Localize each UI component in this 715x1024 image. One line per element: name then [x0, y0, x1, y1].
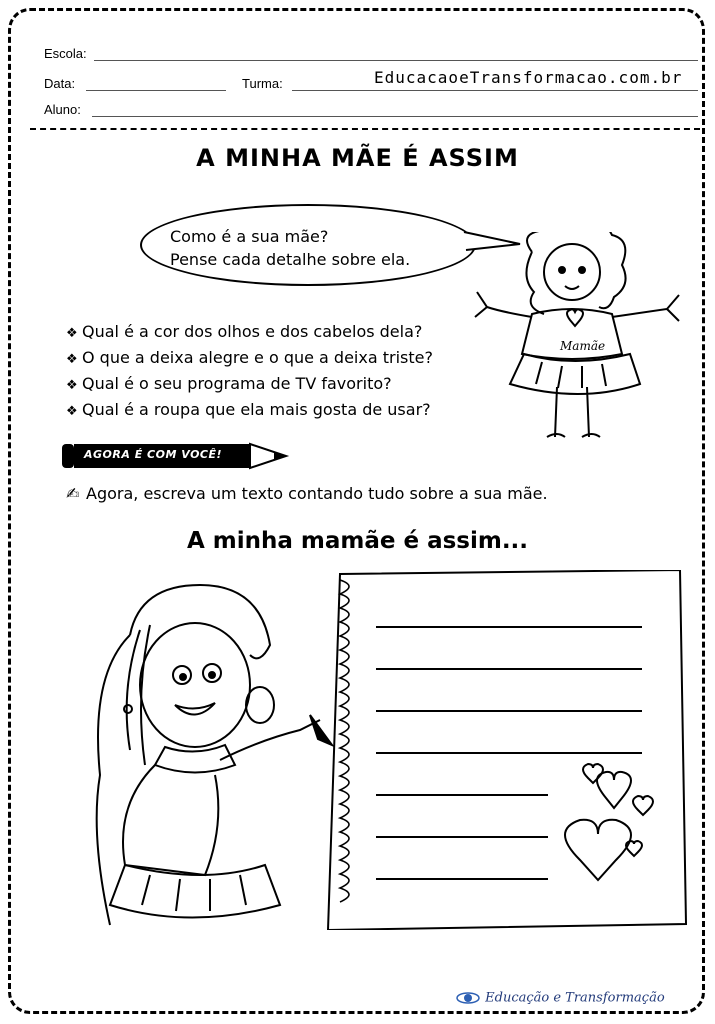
writing-girl-illustration [70, 575, 360, 935]
writing-line[interactable] [376, 752, 642, 754]
writing-line[interactable] [376, 668, 642, 670]
writing-line[interactable] [376, 878, 548, 880]
student-label: Aluno: [44, 102, 81, 117]
shirt-text: Mamãe [560, 339, 606, 353]
pencil-banner-label: AGORA É COM VOCÊ! [84, 448, 223, 461]
diamond-bullet-icon: ❖ [66, 352, 78, 367]
date-label: Data: [44, 76, 76, 91]
student-header [30, 44, 700, 124]
date-field[interactable] [86, 90, 226, 91]
writing-line[interactable] [376, 626, 642, 628]
instruction-text: Agora, escreva um texto contando tudo sobre a sua mãe. [86, 484, 548, 503]
school-label: Escola: [44, 46, 87, 61]
question-item: ❖ Qual é a cor dos olhos e dos cabelos dela? [66, 320, 433, 346]
writing-line[interactable] [376, 794, 548, 796]
class-label: Turma: [242, 76, 283, 91]
student-field[interactable] [92, 116, 698, 117]
writing-line[interactable] [376, 710, 642, 712]
page-title: A MINHA MÃE É ASSIM [196, 144, 519, 172]
school-row [30, 44, 700, 64]
globe-logo-icon [455, 990, 481, 1006]
school-field[interactable] [94, 60, 698, 61]
pencil-hand-icon: ✍ [66, 484, 80, 503]
notebook-paper [318, 570, 690, 930]
mom-girl-illustration [462, 232, 692, 462]
speech-line-1: Como é a sua mãe? [170, 227, 329, 246]
diamond-bullet-icon: ❖ [66, 404, 78, 419]
footer-text: Educação e Transformação [485, 990, 665, 1006]
student-row [30, 100, 700, 120]
writing-line[interactable] [376, 836, 548, 838]
class-field[interactable] [292, 90, 698, 91]
date-row [30, 68, 700, 94]
speech-bubble-text [170, 225, 410, 271]
question-item: ❖ Qual é a roupa que ela mais gosta de usar? [66, 398, 433, 424]
speech-line-2: Pense cada detalhe sobre ela. [170, 250, 411, 269]
diamond-bullet-icon: ❖ [66, 326, 78, 341]
question-list [66, 320, 433, 424]
diamond-bullet-icon: ❖ [66, 378, 78, 393]
footer-brand [455, 990, 665, 1006]
instruction [66, 484, 548, 503]
question-item: ❖ Qual é o seu programa de TV favorito? [66, 372, 433, 398]
header-divider [30, 128, 700, 130]
website-url: EducacaoeTransformacao.com.br [374, 68, 683, 87]
writing-subtitle: A minha mamãe é assim... [186, 528, 529, 554]
question-item: ❖ O que a deixa alegre e o que a deixa triste? [66, 346, 433, 372]
